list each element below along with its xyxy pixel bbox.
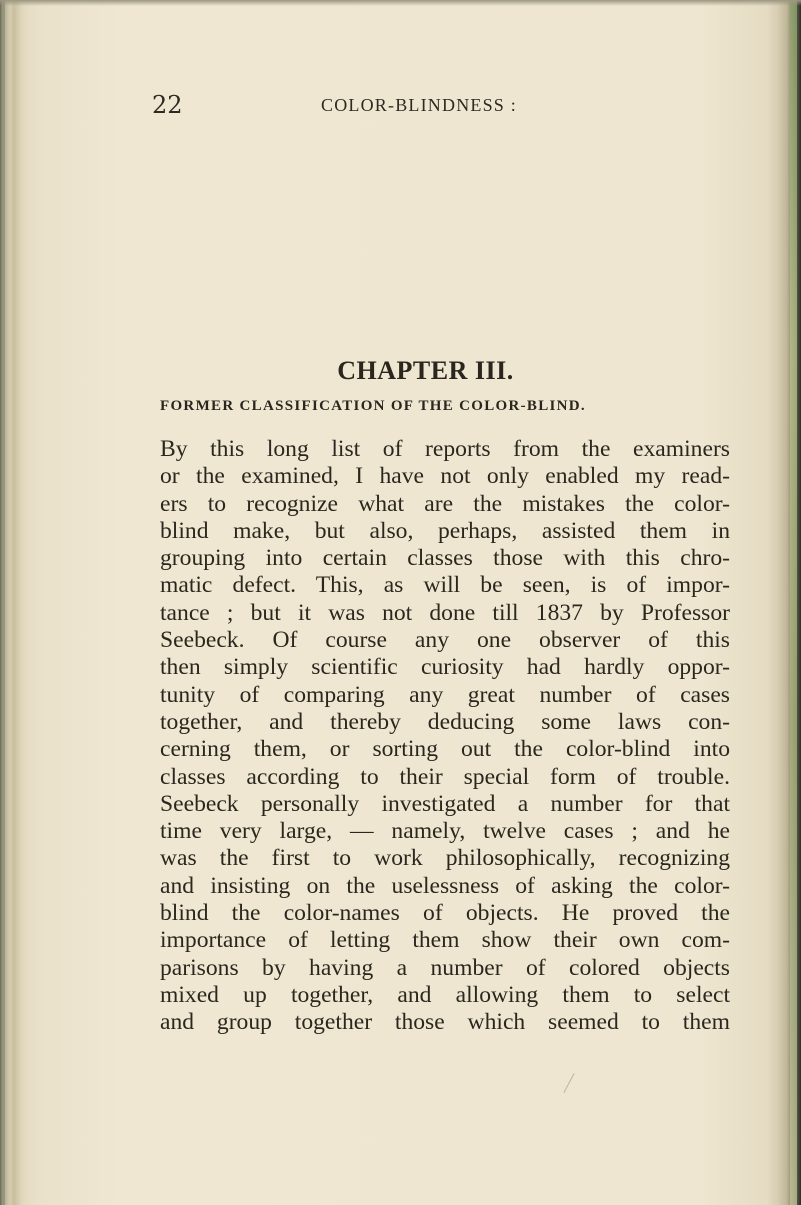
text-line: blind make, but also, perhaps, assisted them in: [160, 517, 730, 544]
text-line: grouping into certain classes those with this chro-: [160, 545, 730, 572]
text-line: then simply scientific curiosity had hardly oppor-: [160, 654, 730, 681]
text-line: mixed up together, and allowing them to select: [160, 981, 730, 1008]
text-line: matic defect. This, as will be seen, is of impor-: [160, 572, 730, 599]
text-line: time very large, — namely, twelve cases ; and he: [160, 818, 730, 845]
text-line: classes according to their special form of trouble.: [160, 763, 730, 790]
text-line: tance ; but it was not done till 1837 by Professor: [160, 599, 730, 626]
top-edge-shadow: [0, 0, 801, 6]
text-line: Seebeck. Of course any one observer of this: [160, 627, 730, 654]
text-line: was the first to work philosophically, recognizing: [160, 845, 730, 872]
cover-edge: [790, 0, 797, 1205]
text-line: importance of letting them show their own com-: [160, 927, 730, 954]
text-line: ers to recognize what are the mistakes the color-: [160, 490, 730, 517]
chapter-title: CHAPTER III.: [337, 356, 514, 385]
binding-edge-line: [3, 0, 5, 1205]
text-line: blind the color-names of objects. He proved the: [160, 900, 730, 927]
text-line: together, and thereby deducing some laws con-: [160, 708, 730, 735]
text-line: and group together those which seemed to them: [160, 1009, 730, 1036]
text-line: tunity of comparing any great number of cases: [160, 681, 730, 708]
chapter-subtitle: FORMER CLASSIFICATION OF THE COLOR-BLIND.: [160, 398, 586, 414]
page-number: 22: [152, 91, 183, 119]
text-line: Seebeck personally investigated a number for that: [160, 790, 730, 817]
stray-mark: [563, 1073, 581, 1097]
text-line: parisons by having a number of colored objects: [160, 954, 730, 981]
text-line: By this long list of reports from the examiners: [160, 436, 730, 462]
text-line: or the examined, I have not only enabled my read-: [160, 463, 730, 490]
text-line: and insisting on the uselessness of asking the color-: [160, 872, 730, 899]
running-head-title: COLOR-BLINDNESS :: [321, 95, 517, 115]
running-head: [0, 93, 801, 117]
text-line: cerning them, or sorting out the color-blind into: [160, 736, 730, 763]
body-paragraph: [160, 436, 730, 1037]
